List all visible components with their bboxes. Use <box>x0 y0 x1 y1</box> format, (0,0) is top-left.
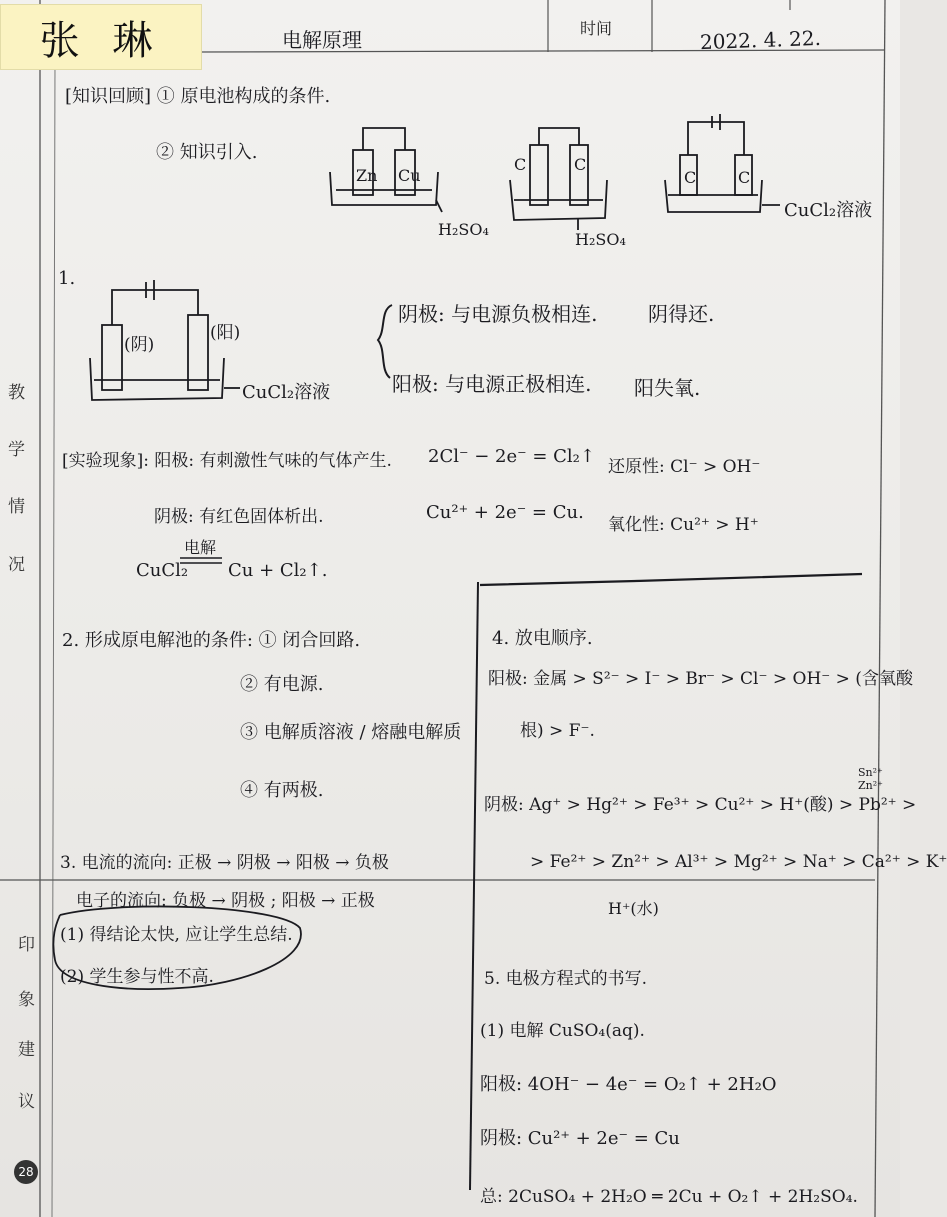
section2-condition-4: ④ 有两极. <box>240 780 324 801</box>
sidebar-impression-2: 象 <box>18 990 35 1010</box>
section1-solution: CuCl₂溶液 <box>242 382 331 403</box>
sidebar-teaching-4: 况 <box>8 555 25 575</box>
diagram3-left-electrode: C <box>684 168 697 187</box>
sidebar-impression-3: 建 <box>18 1040 35 1060</box>
overall-product: Cu + Cl₂↑. <box>228 560 328 581</box>
author-name: 张 琳 <box>39 17 163 64</box>
diagram1-left-electrode: Zn <box>356 166 378 185</box>
diagram1-solution: H₂SO₄ <box>438 220 489 239</box>
sidebar-impression-1: 印 <box>18 935 35 955</box>
section5-cathode-equation: 阴极: Cu²⁺ + 2e⁻ = Cu <box>480 1128 680 1149</box>
phenomena-cathode-note: 氧化性: Cu²⁺ > H⁺ <box>608 515 759 535</box>
sidebar-teaching-2: 学 <box>8 440 25 460</box>
author-name-tag <box>0 4 202 70</box>
time-label: 时间 <box>580 19 613 38</box>
cathode-discharge-order-cont: > Fe²⁺ > Zn²⁺ > Al³⁺ > Mg²⁺ > Na⁺ > Ca²⁺ > K⁺ <box>530 852 947 872</box>
current-direction: 3. 电流的流向: 正极 → 阴极 → 阳极 → 负极 <box>60 853 389 873</box>
lesson-date: 2022. 4. 22. <box>699 25 822 55</box>
sidebar-teaching-3: 情 <box>8 497 25 517</box>
phenomena-cathode: 阴极: 有红色固体析出. <box>154 507 324 527</box>
cathode-definition: 阴极: 与电源负极相连. <box>398 302 598 326</box>
lesson-topic: 电解原理 <box>282 28 362 52</box>
diagram2-solution: H₂SO₄ <box>575 230 626 249</box>
anode-discharge-order-cont: 根) > F⁻. <box>520 721 595 741</box>
phenomena-anode-equation: 2Cl⁻ − 2e⁻ = Cl₂↑ <box>428 446 595 467</box>
phenomena-anode-note: 还原性: Cl⁻ > OH⁻ <box>608 457 761 477</box>
section2-condition-2: ② 有电源. <box>240 674 324 695</box>
diagram2-left-electrode: C <box>514 155 527 174</box>
section1-left-electrode: (阴) <box>124 335 155 355</box>
overall-reactant: CuCl₂ <box>136 560 189 581</box>
diagram3-solution: CuCl₂溶液 <box>784 200 873 221</box>
review-intro: ② 知识引入. <box>156 142 258 163</box>
cathode-note: 阴得还. <box>648 302 715 326</box>
phenomena-title: [实验现象]: 阳极: 有刺激性气味的气体产生. <box>62 451 392 471</box>
diagram1-right-electrode: Cu <box>398 166 421 185</box>
section4-title: 4. 放电顺序. <box>492 628 593 649</box>
section1-number: 1. <box>58 268 76 289</box>
anode-definition: 阳极: 与电源正极相连. <box>392 372 592 396</box>
section5-total-equation: 总: 2CuSO₄ + 2H₂O ═ 2Cu + O₂↑ + 2H₂SO₄. <box>480 1187 858 1207</box>
section2-condition-3: ③ 电解质溶液 / 熔融电解质 <box>240 722 462 743</box>
suggestion-2: (2) 学生参与性不高. <box>60 967 214 987</box>
section5-anode-equation: 阳极: 4OH⁻ − 4e⁻ = O₂↑ + 2H₂O <box>480 1074 777 1095</box>
electron-direction: 电子的流向: 负极 → 阴极 ; 阳极 → 正极 <box>76 891 375 911</box>
cathode-discharge-order: 阴极: Ag⁺ > Hg²⁺ > Fe³⁺ > Cu²⁺ > H⁺(酸) > Pb²⁺ > <box>484 795 917 815</box>
diagram3-right-electrode: C <box>738 168 751 187</box>
section1-right-electrode: (阳) <box>210 323 241 343</box>
diagram2-right-electrode: C <box>574 155 587 174</box>
section5-item: (1) 电解 CuSO₄(aq). <box>480 1021 645 1041</box>
sidebar-teaching-1: 教 <box>8 383 25 403</box>
phenomena-cathode-equation: Cu²⁺ + 2e⁻ = Cu. <box>426 502 584 523</box>
overall-condition: 电解 <box>184 538 217 557</box>
page-number: 28 <box>14 1160 38 1184</box>
h-water-note: H⁺(水) <box>608 899 659 918</box>
suggestion-1: (1) 得结论太快, 应让学生总结. <box>60 925 293 945</box>
section2-title: 2. 形成原电解池的条件: ① 闭合回路. <box>62 630 361 651</box>
sidebar-impression-4: 议 <box>18 1092 35 1112</box>
anode-note: 阳失氧. <box>634 376 701 400</box>
section5-title: 5. 电极方程式的书写. <box>484 969 648 989</box>
cathode-side-ions: Sn²⁺ Zn²⁺ <box>858 766 883 792</box>
review-title: [知识回顾] ① 原电池构成的条件. <box>65 86 331 107</box>
anode-discharge-order: 阳极: 金属 > S²⁻ > I⁻ > Br⁻ > Cl⁻ > OH⁻ > (含氧酸 <box>488 669 913 689</box>
